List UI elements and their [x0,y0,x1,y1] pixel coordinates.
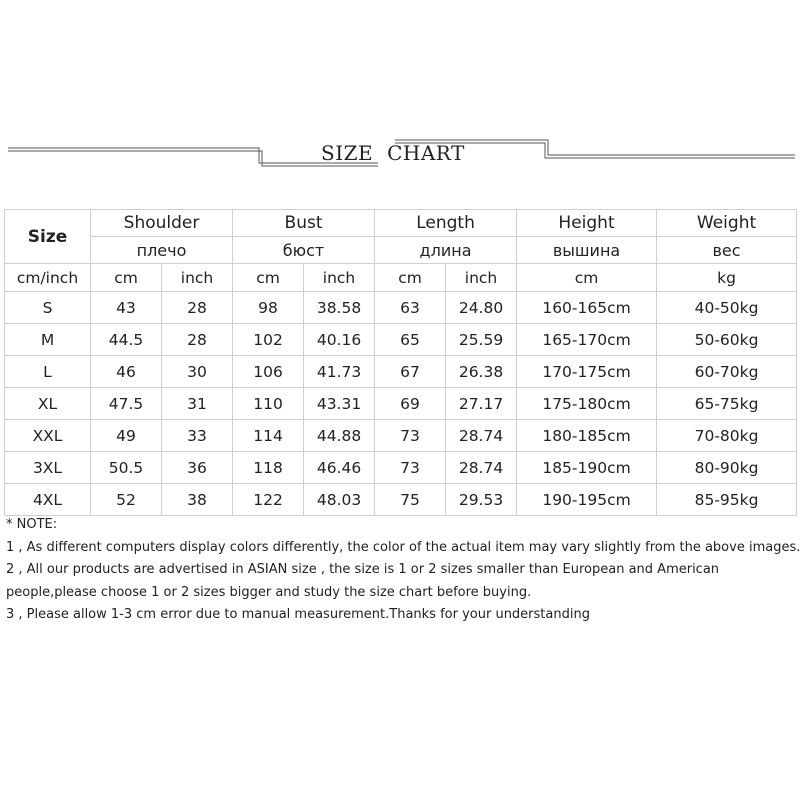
table-cell: 114 [233,420,304,452]
table-cell: 65 [375,324,446,356]
unit-cell: cm [517,264,657,292]
unit-cell: kg [657,264,797,292]
table-cell: 41.73 [304,356,375,388]
table-row [5,292,797,324]
table-cell: 26.38 [446,356,517,388]
title-word-size: SIZE [321,141,374,165]
unit-cell: inch [162,264,233,292]
table-cell: 60-70kg [657,356,797,388]
title-word-chart: CHART [387,141,465,165]
table-row [5,484,797,516]
page-title [321,138,465,168]
table-cell: 40-50kg [657,292,797,324]
table-cell: 46.46 [304,452,375,484]
table-cell: 47.5 [91,388,162,420]
table-cell: 80-90kg [657,452,797,484]
table-cell: 118 [233,452,304,484]
table-cell: 180-185cm [517,420,657,452]
table-cell: 30 [162,356,233,388]
table-cell: 170-175cm [517,356,657,388]
table-cell: 160-165cm [517,292,657,324]
header-row-english [5,210,797,237]
notes-section [6,514,800,627]
table-cell: 185-190cm [517,452,657,484]
table-cell: 44.88 [304,420,375,452]
size-cell: XL [5,388,91,420]
table-cell: 122 [233,484,304,516]
note-line: 2 , All our products are advertised in ASIAN size , the size is 1 or 2 sizes smaller than European and American [6,562,720,577]
size-cell: 3XL [5,452,91,484]
size-table [4,209,797,516]
table-cell: 73 [375,420,446,452]
table-cell: 28.74 [446,420,517,452]
table-cell: 28.74 [446,452,517,484]
size-cell: XXL [5,420,91,452]
note-line: 1 , As different computers display colors differently, the color of the actual item may vary slightly from the above images. [6,539,800,555]
table-cell: 40.16 [304,324,375,356]
table-cell: 175-180cm [517,388,657,420]
table-row [5,356,797,388]
table-cell: 43.31 [304,388,375,420]
table-cell: 85-95kg [657,484,797,516]
table-cell: 48.03 [304,484,375,516]
table-cell: 102 [233,324,304,356]
weight-header: Weight [657,210,797,237]
table-cell: 33 [162,420,233,452]
unit-cell: cm [233,264,304,292]
note-line: people,please choose 1 or 2 sizes bigger and study the size chart before buying. [6,584,532,600]
table-cell: 36 [162,452,233,484]
shoulder-header: Shoulder [91,210,233,237]
table-cell: 165-170cm [517,324,657,356]
table-cell: 98 [233,292,304,324]
bust-header-ru: бюст [233,237,375,264]
note-heading: * NOTE: [6,517,58,532]
size-cell: L [5,356,91,388]
table-cell: 28 [162,324,233,356]
table-cell: 70-80kg [657,420,797,452]
table-cell: 69 [375,388,446,420]
unit-cell: inch [304,264,375,292]
table-cell: 24.80 [446,292,517,324]
length-header-ru: длина [375,237,517,264]
unit-row [5,264,797,292]
table-row [5,420,797,452]
size-cell: M [5,324,91,356]
table-cell: 46 [91,356,162,388]
unit-cell: cm [375,264,446,292]
size-cell: 4XL [5,484,91,516]
table-cell: 190-195cm [517,484,657,516]
unit-cell: cm [91,264,162,292]
table-cell: 67 [375,356,446,388]
table-cell: 50-60kg [657,324,797,356]
table-cell: 27.17 [446,388,517,420]
size-cell: S [5,292,91,324]
table-cell: 110 [233,388,304,420]
table-row [5,452,797,484]
table-cell: 25.59 [446,324,517,356]
weight-header-ru: вес [657,237,797,264]
table-cell: 29.53 [446,484,517,516]
header-row-russian [5,237,797,264]
table-cell: 43 [91,292,162,324]
length-header: Length [375,210,517,237]
table-cell: 38 [162,484,233,516]
table-cell: 49 [91,420,162,452]
table-cell: 73 [375,452,446,484]
table-row [5,388,797,420]
height-header: Height [517,210,657,237]
table-cell: 75 [375,484,446,516]
table-row [5,324,797,356]
table-cell: 44.5 [91,324,162,356]
unit-cell: cm/inch [5,264,91,292]
table-cell: 28 [162,292,233,324]
size-chart-header [0,138,800,168]
table-cell: 38.58 [304,292,375,324]
note-line: 3 , Please allow 1-3 cm error due to manual measurement.Thanks for your understanding [6,607,590,622]
shoulder-header-ru: плечо [91,237,233,264]
unit-cell: inch [446,264,517,292]
table-cell: 52 [91,484,162,516]
table-cell: 106 [233,356,304,388]
height-header-ru: вышина [517,237,657,264]
table-cell: 50.5 [91,452,162,484]
table-cell: 63 [375,292,446,324]
bust-header: Bust [233,210,375,237]
size-header: Size [5,210,91,264]
table-cell: 65-75kg [657,388,797,420]
table-cell: 31 [162,388,233,420]
